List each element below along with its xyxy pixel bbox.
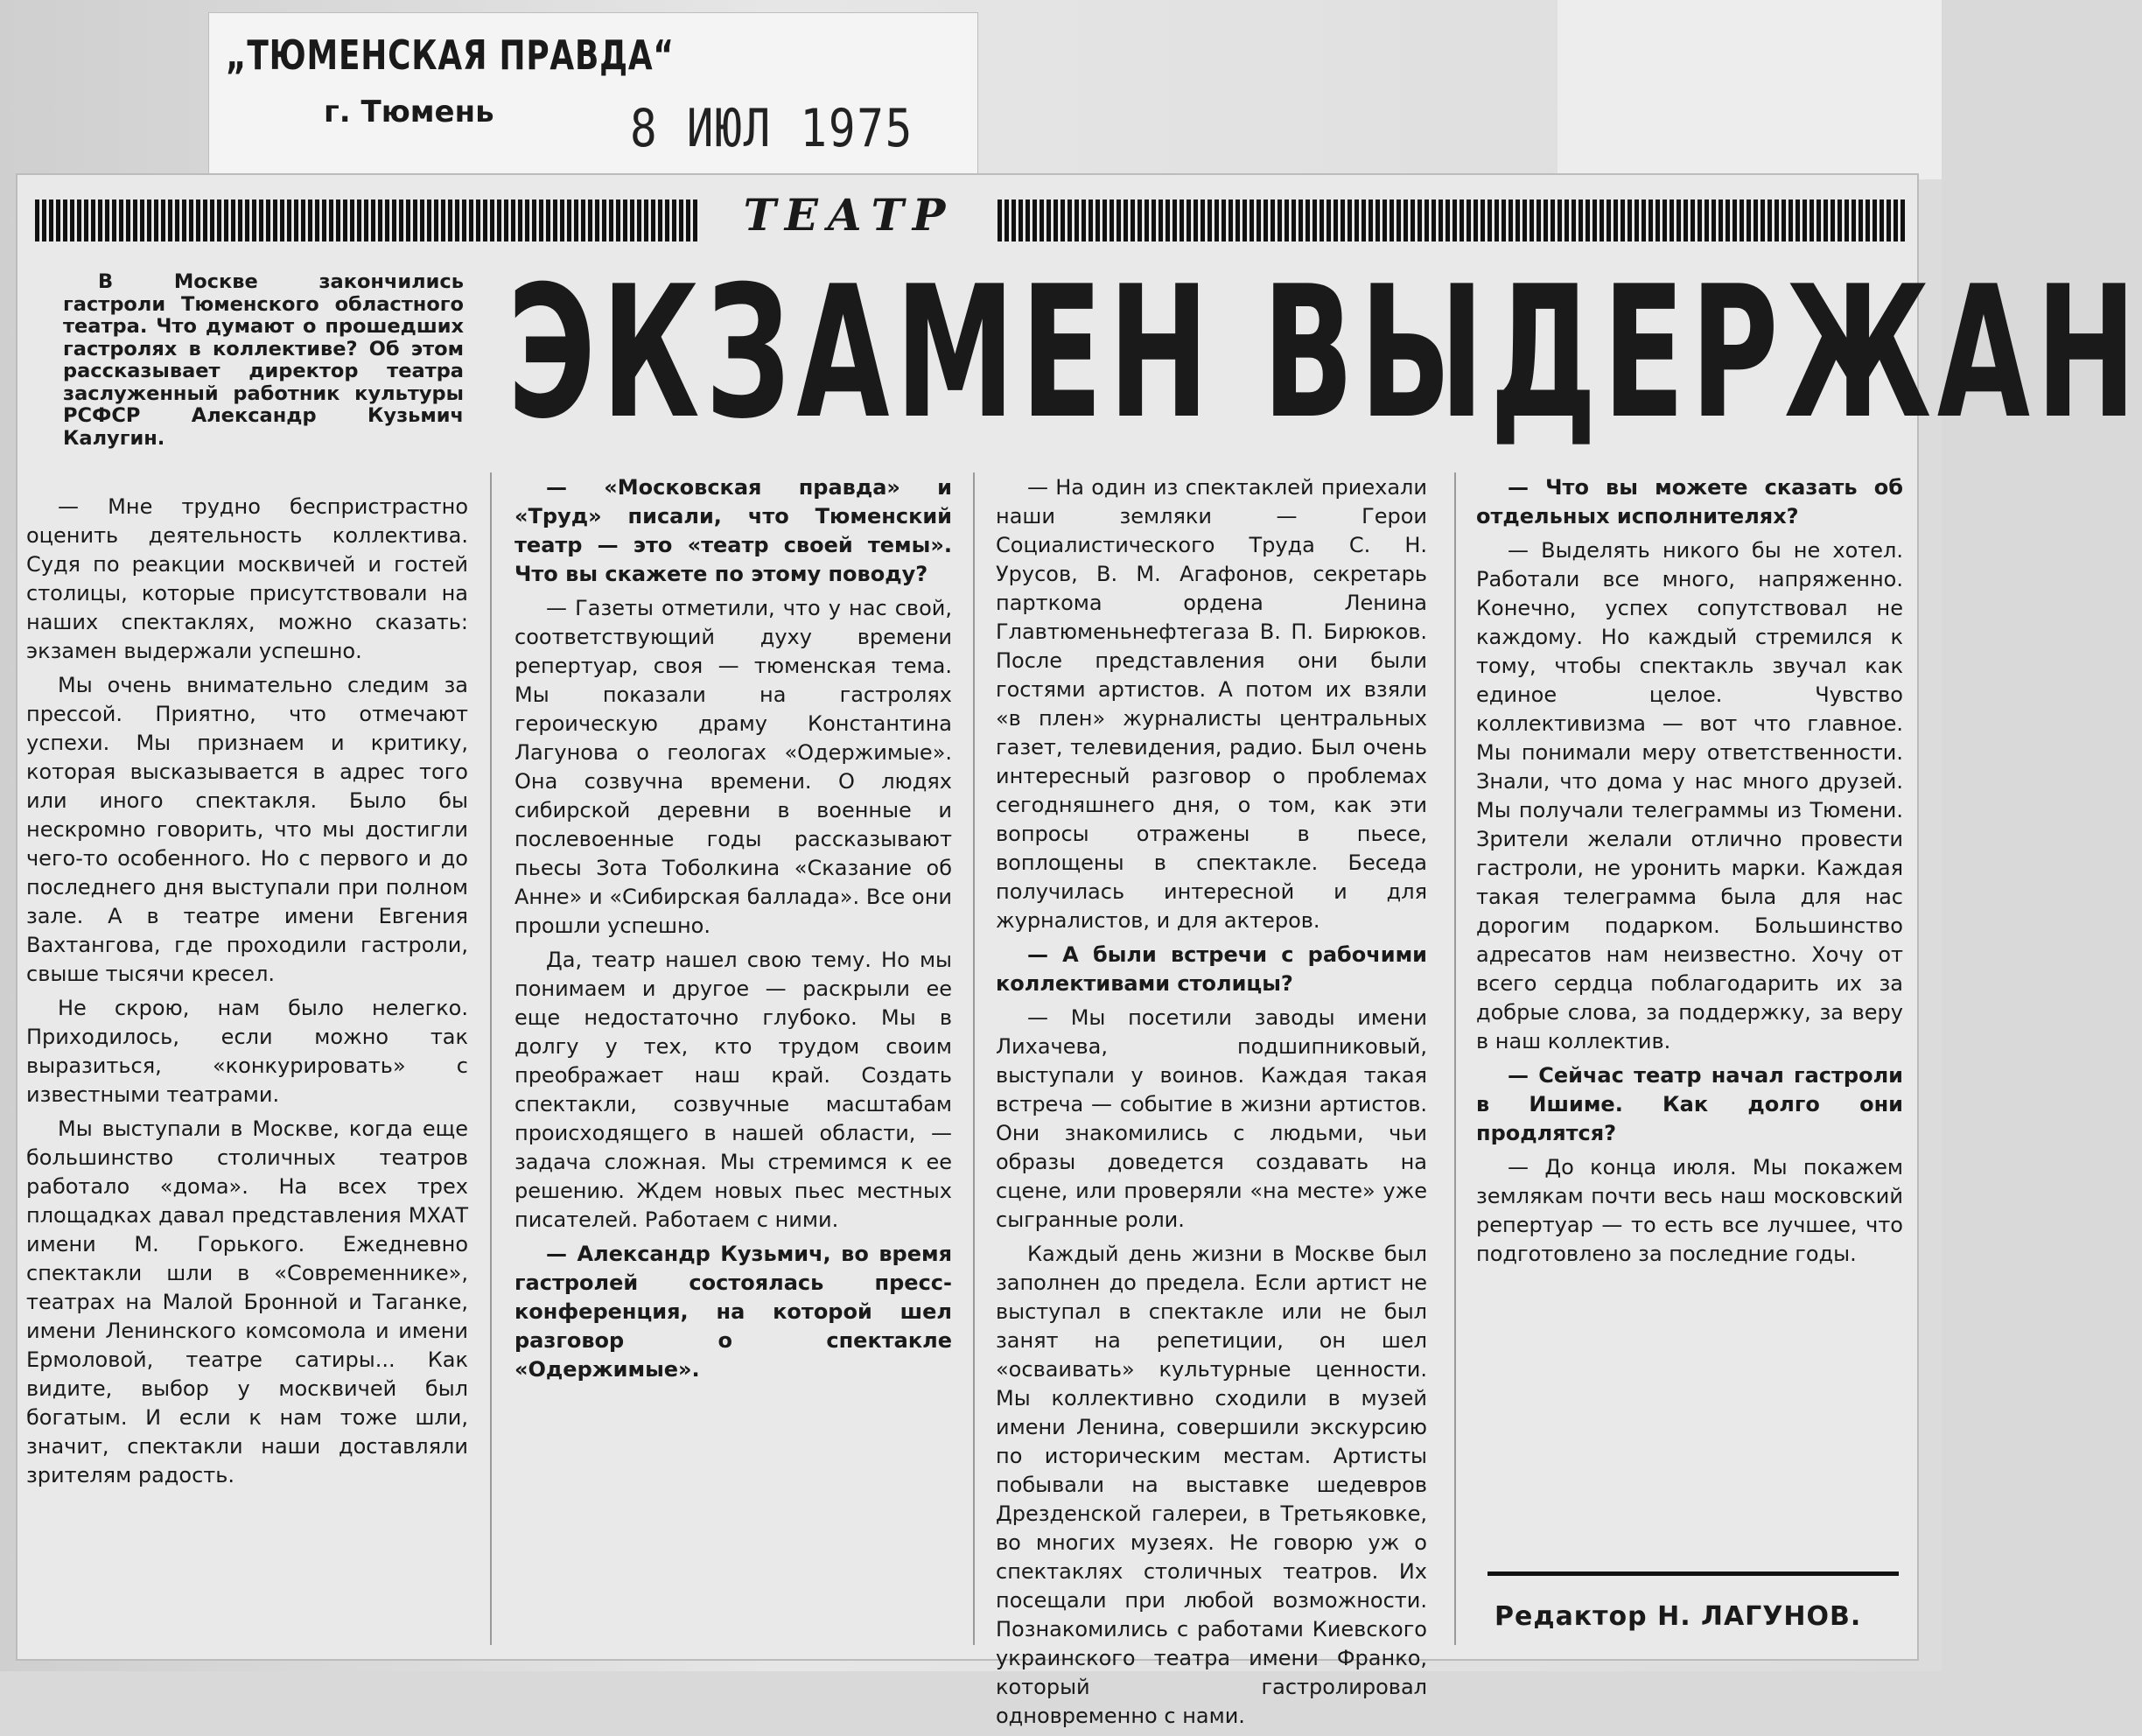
answer-paragraph: Мы выступали в Москве, когда еще большинство столичных театров работало «дома». На всех трех площадках давал представления МХАТ имени М. Горького. Ежедневно спектакли шли в «Современнике», театрах на Малой Бронной и Таганке, имени Ленинского комсомола и имени Ермоловой, театре сатиры... Как видите, выбор у москвичей был богатым. И если к нам тоже шли, значит, спектакли наши доставляли зрителям радость.: [26, 1116, 468, 1488]
question-paragraph: — Александр Кузьмич, во время гастролей состоялась пресс-конференция, на которой шел разговор о спектакле «Одержимые».: [514, 1242, 952, 1382]
rubric-band-right: [998, 200, 1906, 242]
text-column-1: [26, 493, 468, 1495]
answer-paragraph: — Мы посетили заводы имени Лихачева, подшипниковый, выступали у воинов. Каждая такая встреча — событие в жизни артистов. Они знакомились с людьми, чьи образы доведется создавать на сцене, или проверяли «на месте» уже сыгранные роли.: [996, 1005, 1427, 1232]
answer-paragraph: Да, театр нашел свою тему. Но мы понимаем и другое — раскрыли ее еще недостаточно глубоко. Мы в долгу у тех, кто трудом своим преображает наш край. Создать спектакли, созвучные масштабам происходящего в нашей области, — задача сложная. Мы стремимся к ее решению. Ждем новых пьес местных писателей. Работаем с ними.: [514, 948, 952, 1232]
answer-paragraph: — До конца июля. Мы покажем землякам почти весь наш московский репертуар — то есть все лучшее, что подготовлено за последние годы.: [1476, 1155, 1903, 1266]
article-headline: ЭКЗАМЕН ВЫДЕРЖАН: [508, 248, 2142, 459]
date-stamp: 8 ИЮЛ 1975: [630, 98, 914, 159]
rubric-band-left: [35, 200, 700, 242]
newspaper-city: г. Тюмень: [324, 94, 494, 130]
text-column-2: [514, 473, 952, 1390]
column-divider: [973, 472, 975, 1645]
answer-paragraph: — Газеты отметили, что у нас свой, соответствующий духу времени репертуар, своя — тюменская тема. Мы показали на гастролях героическую драму Константина Лагунова о геологах «Одержимые». Она созвучна времени. О людях сибирской деревни в военные и послевоенные годы рассказывают пьесы Зота Тоболкина «Сказание об Анне» и «Сибирская баллада». Все они прошли успешно.: [514, 596, 952, 938]
rubric-title: ТЕАТР: [743, 189, 955, 241]
answer-paragraph: Мы очень внимательно следим за прессой. Приятно, что отмечают успехи. Мы признаем и критику, которая высказывается в адрес того или иного спектакля. Было бы нескромно говорить, что мы достигли чего-то особенного. Но с первого и до последнего дня выступали при полном зале. А в театре имени Евгения Вахтангова, где проходили гастроли, свыше тысячи кресел.: [26, 673, 468, 986]
background-paper-slip: [1558, 0, 1942, 179]
answer-paragraph: — На один из спектаклей приехали наши земляки — Герои Социалистического Труда С. Н. Урусов, В. М. Агафонов, секретарь парткома ордена Ленина Главтюменьнефтегаза В. П. Бирюков. После представления они были гостями артистов. А потом их взяли «в плен» журналисты центральных газет, телевидения, радио. Был очень интересный разговор о проблемах сегодняшнего дня, о том, как эти вопросы отражены в пьесе, воплощены в спектакле. Беседа получилась интересной и для журналистов, и для актеров.: [996, 475, 1427, 933]
lead-text: В Москве закончились гастроли Тюменского областного театра. Что думают о прошедших гастролях в коллективе? Об этом рассказывает директор театра заслуженный работник культуры РСФСР Александр Кузьмич Калугин.: [63, 270, 464, 450]
question-paragraph: — «Московская правда» и «Труд» писали, что Тюменский театр — это «театр своей темы». Что вы скажете по этому поводу?: [514, 475, 952, 586]
column-divider: [1454, 472, 1456, 1645]
column-divider: [490, 472, 492, 1645]
answer-paragraph: Каждый день жизни в Москве был заполнен до предела. Если артист не выступал в спектакле или не был занят на репетиции, он шел «осваивать» культурные ценности. Мы коллективно сходили в музей имени Ленина, совершили экскурсию по историческим местам. Артисты побывали на выставке шедевров Дрезденской галереи, в Третьяковке, во многих музеях. Не говорю уж о спектаклях столичных театров. Их посещали при любой возможности. Познакомились с работами Киевского украинского театра имени Франко, который гастролировал одновременно с нами.: [996, 1242, 1427, 1728]
question-paragraph: — А были встречи с рабочими коллективами столицы?: [996, 942, 1427, 996]
text-column-3: [996, 473, 1427, 1736]
question-paragraph: — Сейчас театр начал гастроли в Ишиме. Как долго они продлятся?: [1476, 1063, 1903, 1145]
editor-rule: [1488, 1572, 1899, 1576]
editor-signature: Редактор Н. ЛАГУНОВ.: [1494, 1601, 1862, 1632]
answer-paragraph: — Выделять никого бы не хотел. Работали все много, напряженно. Конечно, успех сопутствовал не каждому. Но каждый стремился к тому, чтобы спектакль звучал как единое целое. Чувство коллективизма — вот что главное. Мы понимали меру ответственности. Знали, что дома у нас много друзей. Мы получали телеграммы из Тюмени. Зрители желали отлично провести гастроли, не уронить марки. Каждая такая телеграмма была для нас дорогим подарком. Большинство адресатов нам неизвестно. Хочу от всего сердца поблагодарить их за добрые слова, за поддержку, за веру в наш коллектив.: [1476, 538, 1903, 1054]
answer-paragraph: — Мне трудно беспристрастно оценить деятельность коллектива. Судя по реакции москвичей и гостей столицы, которые присутствовали на наших спектаклях, можно сказать: экзамен выдержали успешно.: [26, 494, 468, 663]
question-paragraph: — Что вы можете сказать об отдельных исполнителях?: [1476, 475, 1903, 528]
text-column-4: [1476, 473, 1903, 1274]
answer-paragraph: Не скрою, нам было нелегко. Приходилось, если можно так выразиться, «конкурировать» с известными театрами.: [26, 996, 468, 1107]
newspaper-name: „ТЮМЕНСКАЯ ПРАВДА“: [226, 32, 675, 79]
article-lead: [63, 271, 464, 450]
